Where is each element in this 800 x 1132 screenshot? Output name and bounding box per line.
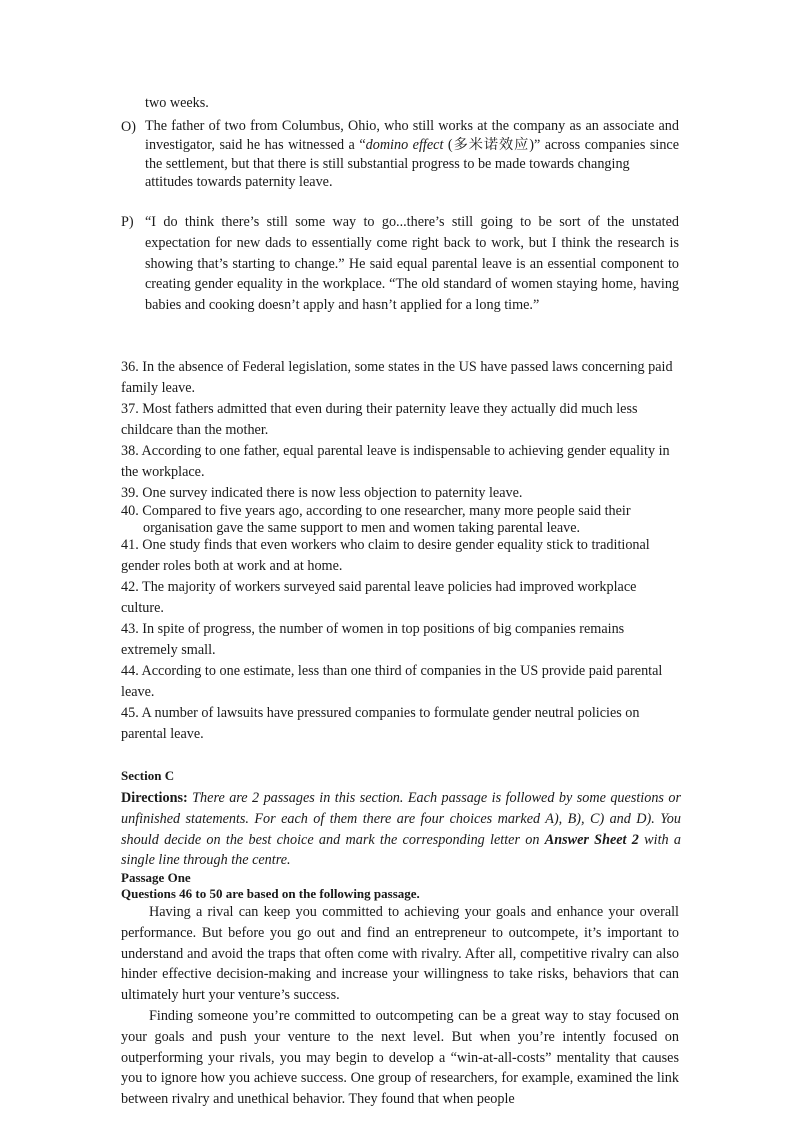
question-42: 42. The majority of workers surveyed said parental leave policies had improved workplace culture.: [121, 579, 637, 616]
questions-intro: Questions 46 to 50 are based on the following passage.: [121, 886, 420, 901]
option-p: [121, 212, 679, 316]
passage-paragraph-2: Finding someone you’re committed to outcompeting can be a great way to stay focused on your goals and push your venture to the next level. But when you’re intently focused on outperforming your rivals, you may begin to develop a “win-at-all-costs” mentality that causes you to ignore how you achieve success. One group of researchers, for example, examined the link between rivalry and unethical behavior. They found that when people: [121, 1008, 679, 1108]
option-o-italic-term: domino effect: [365, 136, 444, 153]
option-n-continuation: two weeks.: [145, 95, 209, 111]
option-o: [121, 117, 679, 192]
passage-paragraph-1: Having a rival can keep you committed to achieving your goals and enhance your overall performance. But before you go out and find an entrepreneur to outcompete, it’s important to understand and avoid the traps that often come with rivalry. After all, competitive rivalry can also hinder effective decision-making and increase your willingness to take risks, behaviors that can ultimately hurt your venture’s success.: [121, 904, 679, 1004]
option-o-letter: O): [121, 119, 136, 135]
question-40-line2: organisation gave the same support to men and women taking parental leave.: [143, 520, 581, 536]
option-o-text: The father of two from Columbus, Ohio, who still works at the company as an associate and investigator, said he has witnessed a “domino effect (多米诺效应)” across companies since the settlement, but that there is still substantial progress to be made towards changing: [145, 118, 680, 172]
question-36: 36. In the absence of Federal legislation, some states in the US have passed laws concerning paid family leave.: [121, 359, 673, 396]
passage-title: Passage One: [121, 870, 191, 885]
question-43: 43. In spite of progress, the number of women in top positions of big companies remains extremely small.: [121, 621, 625, 658]
question-40-line1: 40. Compared to five years ago, according to one researcher, many more people said their: [121, 503, 631, 519]
question-37: 37. Most fathers admitted that even during their paternity leave they actually did much less childcare than the mother.: [121, 401, 638, 438]
question-44: 44. According to one estimate, less than one third of companies in the US provide paid parental leave.: [121, 663, 663, 700]
section-title: Section C: [121, 768, 175, 783]
option-p-letter: P): [121, 214, 134, 230]
question-38: 38. According to one father, equal parental leave is indispensable to achieving gender equality in the workplace.: [121, 443, 670, 480]
question-39: 39. One survey indicated there is now less objection to paternity leave.: [121, 485, 523, 501]
option-o-tail: attitudes towards paternity leave.: [145, 174, 333, 191]
question-45: 45. A number of lawsuits have pressured companies to formulate gender neutral policies on parental leave.: [121, 705, 640, 742]
question-41: 41. One study finds that even workers who claim to desire gender equality stick to traditional gender roles both at work and at home.: [121, 537, 650, 574]
directions-label: Directions:: [121, 790, 188, 806]
option-p-text: “I do think there’s still some way to go...there’s still going to be sort of the unstated expectation for new dads to essentially come right back to work, but I think the research is showing that’s starting to change.” He said equal parental leave is an essential component to creating gender equality in the workplace. “The old standard of women staying home, having babies and cooking doesn’t apply and hasn’t applied for a long time.”: [145, 214, 679, 314]
directions-text: There are 2 passages in this section. Each passage is followed by some questions or unfinished statements. For each of them there are four choices marked A), B), C) and D). You should decide on the best choice and mark the corresponding letter on: [121, 790, 681, 848]
section-directions: [121, 788, 681, 871]
answer-sheet-ref: Answer Sheet 2: [544, 831, 639, 848]
question-40: [121, 503, 681, 537]
directions-end: with a single line through the centre.: [121, 831, 681, 869]
